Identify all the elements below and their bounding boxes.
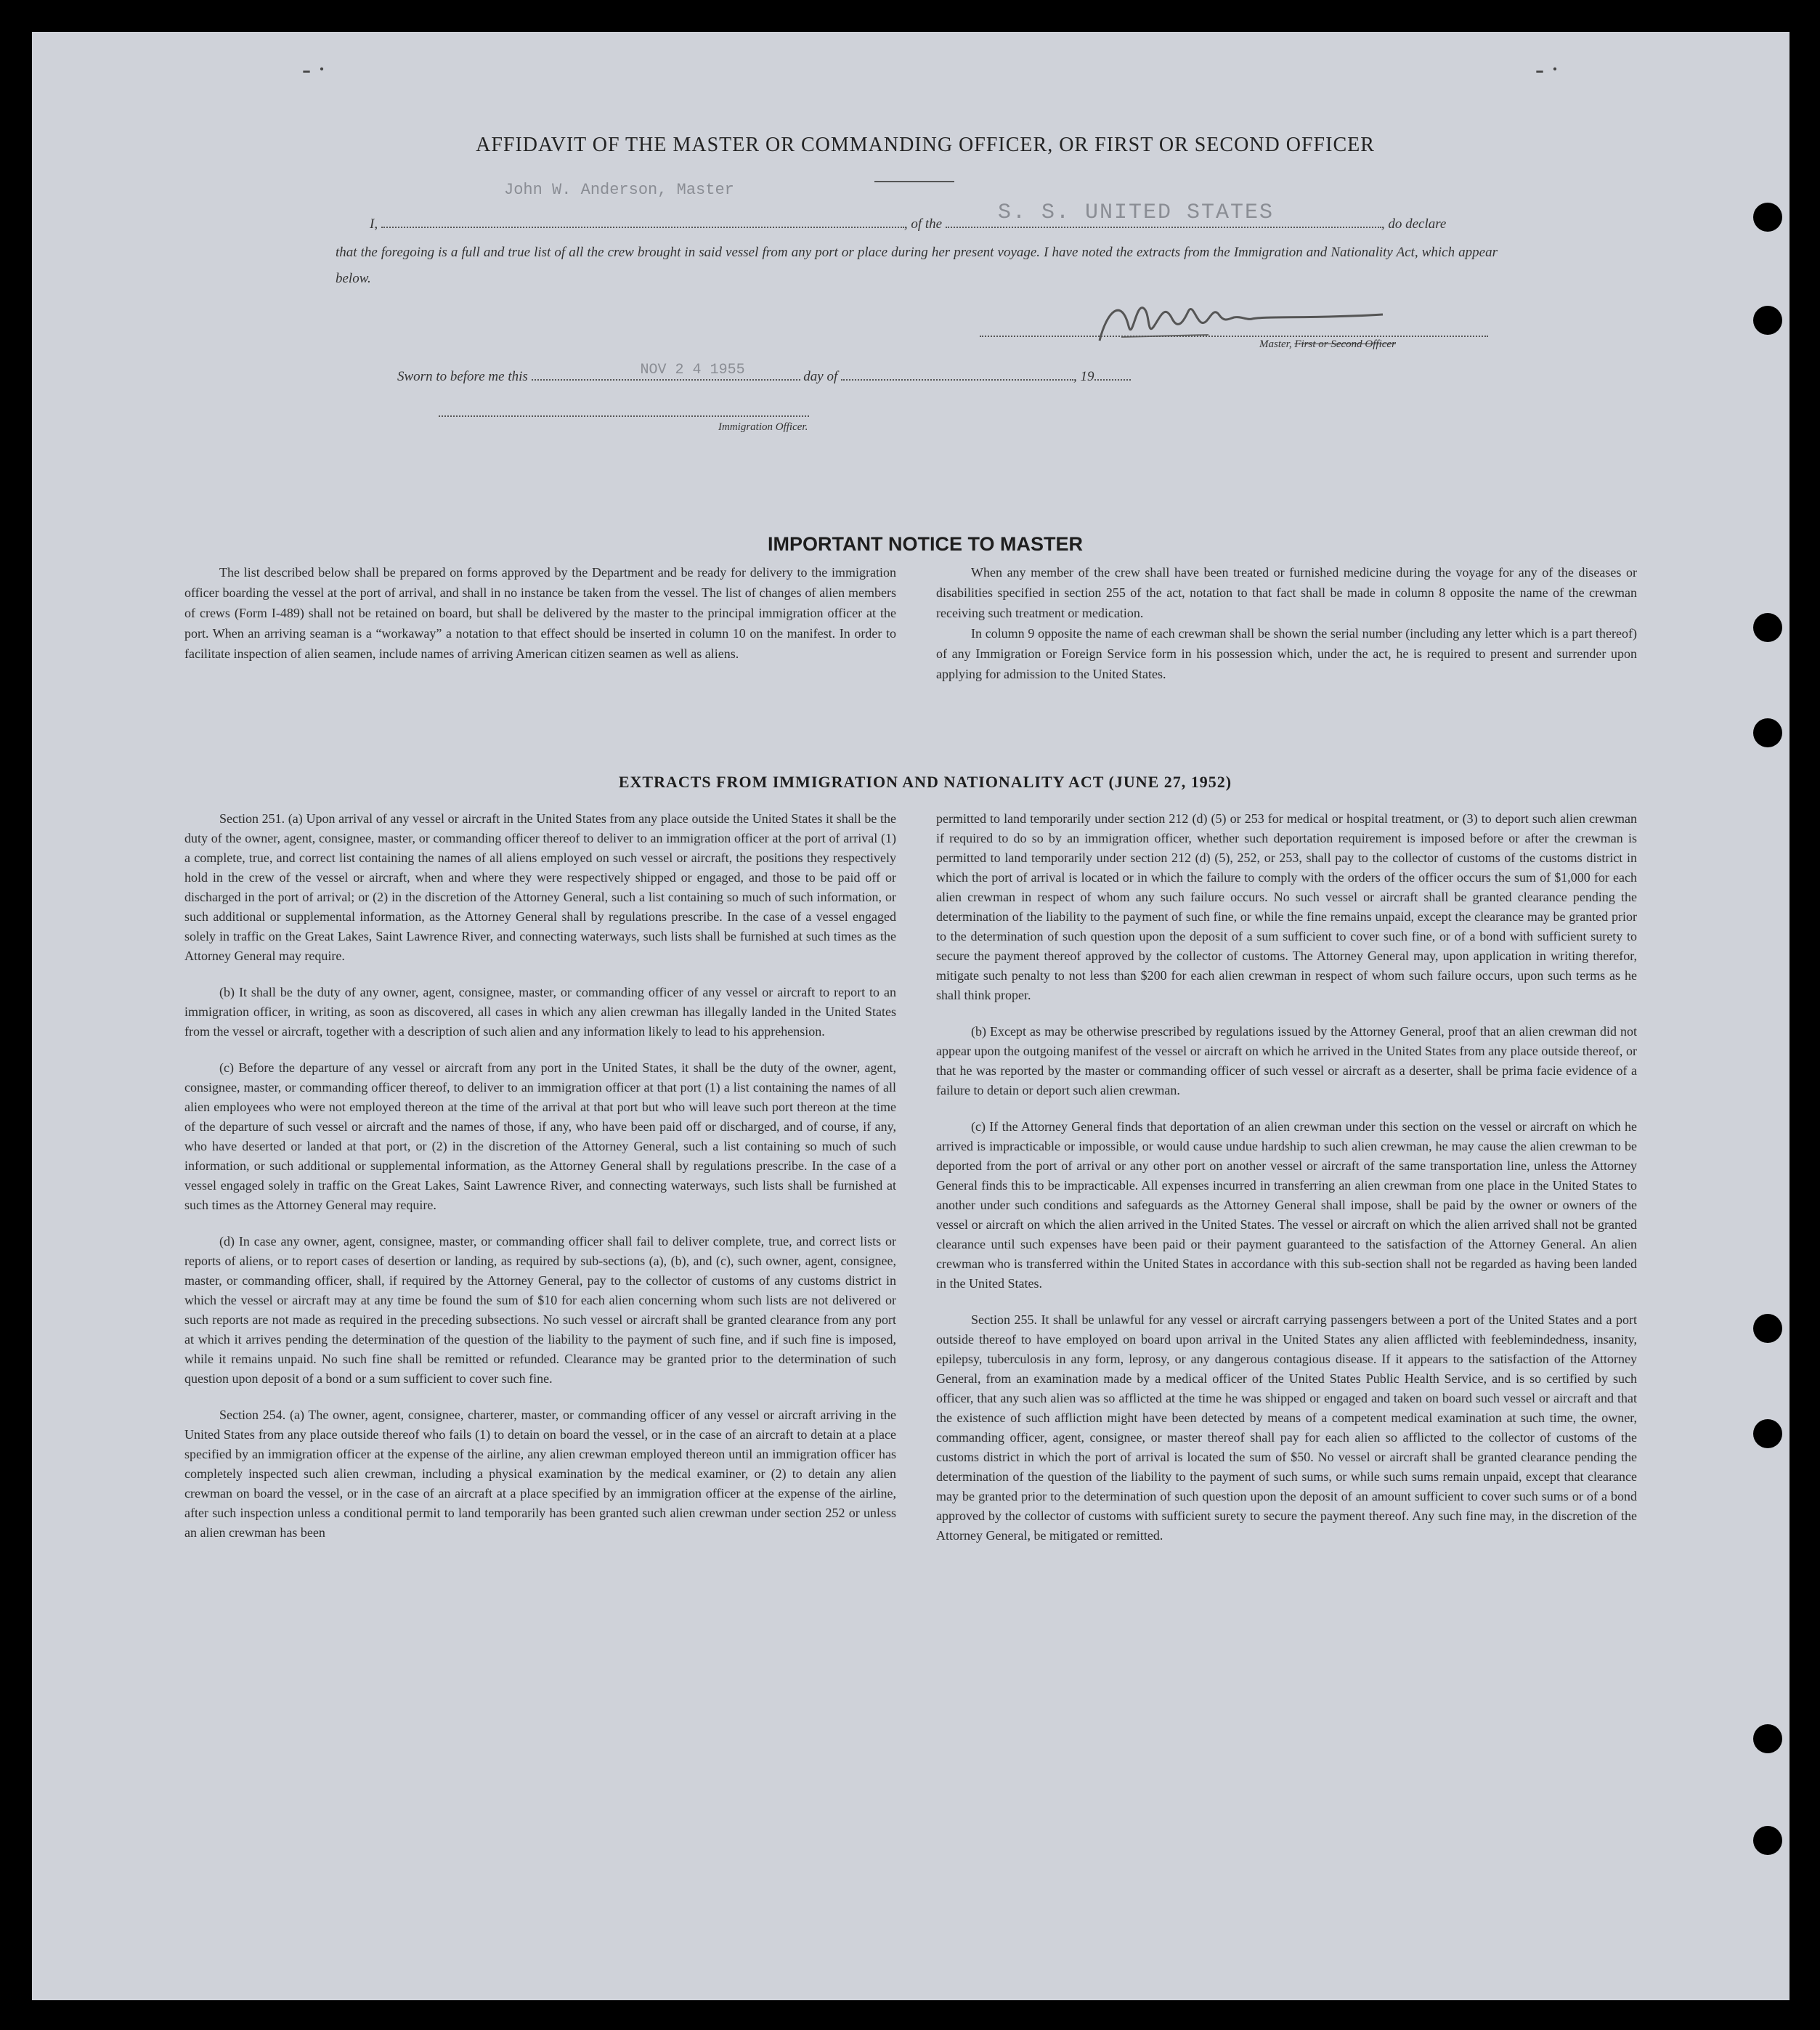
section-255: Section 255. It shall be unlawful for any vessel or aircraft carrying passengers between a port of the United States and a port outside thereof to have employed on board upon arrival in the United States any alien afflicted with feeblemindedness, insanity, epilepsy, tuberculosis in any form, leprosy, or any dangerous contagious disease. If it appears to the satisfaction of the Attorney General, from an examination made by a medical officer of the United States Public Health Service, and is so certified by such officer, that any such alien was so afflicted at the time he was shipped or engaged and taken on board such vessel or aircraft and that the existence of such affliction might have been detected by means of a competent medical examination at such time, the owner, commanding officer, agent, consignee, or master thereof shall pay for each alien so afflicted to the collector of customs of the customs district in which the port of arrival is located the sum of $50. No vessel or aircraft shall be granted clearance pending the determination of the question of the liability to the payment of such sums, or while such sums remain unpaid, except that clearance may be granted prior to the determination of such question upon the deposit of an amount sufficient to cover such sums or of a bond approved by the collector of customs with sufficient surety to secure the payment thereof. Any such fine may, in the discretion of the Attorney General, be mitigated or remitted. bbox=[936, 1312, 1637, 1543]
day-of-label: day of bbox=[803, 369, 838, 384]
extracts-right-column bbox=[936, 809, 1637, 1546]
notice-right-column bbox=[936, 562, 1637, 684]
officer-signature-line bbox=[439, 415, 809, 417]
section-251-a: Section 251. (a) Upon arrival of any vessel or aircraft in the United States from any place outside the United States it shall be the duty of the owner, agent, consignee, master, or commanding officer thereof to deliver to an immigration officer at the port of arrival (1) a complete, true, and correct list containing the names of all aliens employed on such vessel or aircraft, the positions they respectively hold in the crew of the vessel or aircraft, when and where they were respectively shipped or engaged, and those to be paid off or discharged in the port of arrival; or (2) in the discretion of the Attorney General, such a list containing so much of such information, or such additional or supplemental information, as the Attorney General shall by regulations prescribe. In the case of a vessel engaged solely in traffic on the Great Lakes, Saint Lawrence River, and connecting waterways, such lists shall be furnished at such times as the Attorney General may require. bbox=[184, 811, 896, 963]
vessel-field bbox=[946, 214, 1381, 228]
section-254-a: Section 254. (a) The owner, agent, consignee, charterer, master, or commanding officer of any vessel or aircraft arriving in the United States from any place outside thereof who fails (1) to detain on board the vessel, or in the case of an aircraft to detain at a place specified by an immigration officer at the expense of the airline, any alien crewman employed thereon until an immigration officer has completely inspected such alien crewman, including a physical examination by the medical examiner, or (2) to detain any alien crewman on board the vessel, or in the case of an aircraft at a place specified by an immigration officer at the expense of the airline, after such inspection unless a conditional permit to land temporarily has been granted such alien crewman under section 252 or unless an alien crewman has been bbox=[184, 1408, 896, 1540]
master-label: Master, bbox=[1259, 338, 1292, 350]
month-field bbox=[841, 366, 1073, 381]
section-251-c: (c) Before the departure of any vessel or aircraft from any port in the United States, it shall be the duty of the owner, agent, consignee, master, or commanding officer thereof, to deliver to an immigration officer at that port (1) a list containing the names of all alien employees who were not employed thereon at the time of the arrival at that port but who will leave such port thereon at the time of the departure of such vessel or aircraft and the names of those, if any, who have been paid off or discharged, and of course, if any, who have deserted or landed at that port, or (2) in the discretion of the Attorney General, such a list containing so much of such information, or such additional or supplemental information, as the Attorney General shall by regulations prescribe. In the case of a vessel engaged solely in traffic on the Great Lakes, Saint Lawrence River, and connecting waterways, such lists shall be furnished at such times as the Attorney General may require. bbox=[184, 1060, 896, 1212]
punch-hole-8 bbox=[1753, 1826, 1782, 1855]
signature-caption bbox=[1259, 338, 1396, 351]
notice-left-column bbox=[184, 562, 896, 664]
section-251-b: (b) It shall be the duty of any owner, agent, consignee, master, or commanding officer of any vessel or aircraft to report to an immigration officer, in writing, as soon as discovered, all cases in which any alien crewman has illegally landed in the United States from the vessel or aircraft, together with a description of such alien and any information likely to lead to his apprehension. bbox=[184, 985, 896, 1039]
declaration-text: that the foregoing is a full and true list of all the crew brought in said vessel from any port or place during her present voyage. I have noted the extracts from the Immigration and Nationality Act, which appear below. bbox=[336, 245, 1498, 286]
section-254-c: (c) If the Attorney General finds that deportation of an alien crewman under this section on the vessel or aircraft on which he arrived is impracticable or impossible, or would cause undue hardship to such alien crewman, he may cause the alien crewman to be deported from the port of arrival or any other port on another vessel or aircraft of the same transportation line, unless the Attorney General finds this to be impracticable. All expenses incurred in transferring an alien crewman from one place in the United States to another under such conditions and safeguards as the Attorney General shall impose, shall be paid by the owner or owners of the vessel or aircraft on which the alien arrived in the United States. The vessel or aircraft on which the alien arrived shall not be granted clearance until such expenses have been paid or their payment guaranteed to the satisfaction of the Attorney General. An alien crewman who is transferred within the United States in accordance with this sub-section shall not be regarded as having been landed in the United States. bbox=[936, 1119, 1637, 1291]
declaration-line bbox=[370, 214, 1446, 232]
sworn-date-field bbox=[532, 362, 800, 381]
sworn-line bbox=[397, 362, 1131, 385]
crop-mark-right: - · bbox=[1535, 54, 1559, 84]
master-name-field bbox=[381, 214, 904, 228]
notice-right-paragraph-2: In column 9 opposite the name of each crewman shall be shown the serial number (including any letter which is a part thereof) of any Immigration or Foreign Service form in his possession which, under the act, he is required to present and surrender upon applying for admission to the United States. bbox=[936, 626, 1637, 681]
punch-hole-6 bbox=[1753, 1419, 1782, 1448]
extracts-title: EXTRACTS FROM IMMIGRATION AND NATIONALITY ACT (JUNE 27, 1952) bbox=[618, 773, 1232, 791]
punch-hole-2 bbox=[1753, 306, 1782, 335]
punch-hole-7 bbox=[1753, 1724, 1782, 1753]
sworn-date-stamp: NOV 2 4 1955 bbox=[640, 362, 745, 378]
affidavit-title: AFFIDAVIT OF THE MASTER OR COMMANDING OFFICER, OR FIRST OR SECOND OFFICER bbox=[476, 134, 1375, 156]
extracts-left-column bbox=[184, 809, 896, 1543]
officer-label-struck: First or Second Officer bbox=[1294, 338, 1396, 350]
notice-left-paragraph: The list described below shall be prepared on forms approved by the Department and be ready for delivery to the immigration officer boarding the vessel at the port of arrival, and shall in no instance be taken from the vessel. The list of changes of alien members of crews (Form I-489) shall not be retained on board, but shall be delivered by the master to the principal immigration officer at the port. When an arriving seaman is a “workaway” a notation to that effect should be inserted in column 10 on the manifest. In order to facilitate inspection of alien seamen, include names of arriving American citizen seamen as well as aliens. bbox=[184, 565, 896, 661]
punch-hole-1 bbox=[1753, 203, 1782, 232]
do-declare-label: , do declare bbox=[1381, 216, 1447, 232]
section-254-b: (b) Except as may be otherwise prescribed by regulations issued by the Attorney General, proof that an alien crewman did not appear upon the outgoing manifest of the vessel or aircraft on which he arrived in the United States from any place outside thereof, or that he was reported by the master or commanding officer of such vessel or aircraft as a deserter, shall be prima facie evidence of a failure to detain or deport such alien crewman. bbox=[936, 1024, 1637, 1097]
notice-title: IMPORTANT NOTICE TO MASTER bbox=[768, 533, 1083, 555]
notice-right-paragraph-1: When any member of the crew shall have been treated or furnished medicine during the voyage for any of the diseases or disabilities specified in section 255 of the act, notation to that fact shall be made in column 8 opposite the name of the crewman receiving such treatment or medication. bbox=[936, 565, 1637, 620]
sworn-label: Sworn to before me this bbox=[397, 369, 528, 384]
section-251-d: (d) In case any owner, agent, consignee, master, or commanding officer shall fail to deliver complete, true, and correct lists or reports of aliens, or to report cases of desertion or landing, as required by sub-sections (a), (b), and (c), such owner, agent, consignee, master, or commanding officer, shall, if required by the Attorney General, pay to the collector of customs of any customs district in which the vessel or aircraft may at any time be found the sum of $10 for each alien concerning whom such lists are not delivered or such reports are not made as required in the preceding subsections. No such vessel or aircraft shall be granted clearance from any port at which it arrives pending the determination of the question of the liability to the payment of such fine, and if such fine is imposed, while it remains unpaid. No such fine shall be remitted or refunded. Clearance may be granted prior to the determination of such question upon deposit of a bond or a sum sufficient to cover such fine. bbox=[184, 1234, 896, 1386]
vessel-name-typed: S. S. UNITED STATES bbox=[998, 200, 1275, 225]
i-label: I, bbox=[370, 216, 378, 232]
punch-hole-3 bbox=[1753, 613, 1782, 642]
affidavit-page bbox=[32, 32, 1789, 2000]
crop-mark-left: - · bbox=[302, 54, 326, 84]
punch-hole-4 bbox=[1753, 718, 1782, 747]
master-name-typed: John W. Anderson, Master bbox=[504, 181, 734, 199]
officer-label: Immigration Officer. bbox=[718, 421, 808, 433]
title-divider bbox=[874, 181, 954, 182]
punch-hole-5 bbox=[1753, 1314, 1782, 1343]
signature-line bbox=[980, 336, 1488, 337]
of-the-label: , of the bbox=[903, 216, 943, 232]
year-label: , 19 bbox=[1073, 369, 1094, 384]
year-field bbox=[1094, 366, 1131, 381]
section-254-a-continued: permitted to land temporarily under section 212 (d) (5) or 253 for medical or hospital treatment, or (3) to deport such alien crewman if required to do so by an immigration officer, whether such deportation requirement is imposed before or after the crewman is permitted to land temporarily under section 212 (d) (5), 252, or 253, shall pay to the collector of customs of the customs district in which the port of arrival is located or in which the failure to comply with the orders of the officer occurs the sum of $1,000 for each alien crewman in respect of whom any such failure occurs. No such vessel or aircraft shall be granted clearance pending the determination of the liability to the payment of such fine, or while the fine remains unpaid, except the clearance may be granted prior to the determination of such question upon the deposit of a sum sufficient to cover such fine, or of a bond with sufficient surety to secure the payment thereof approved by the collector of customs. The Attorney General may, upon application in writing therefor, mitigate such penalty to not less than $200 for each alien crewman in respect of whom such failure occurs, upon such terms as he shall think proper. bbox=[936, 811, 1637, 1002]
